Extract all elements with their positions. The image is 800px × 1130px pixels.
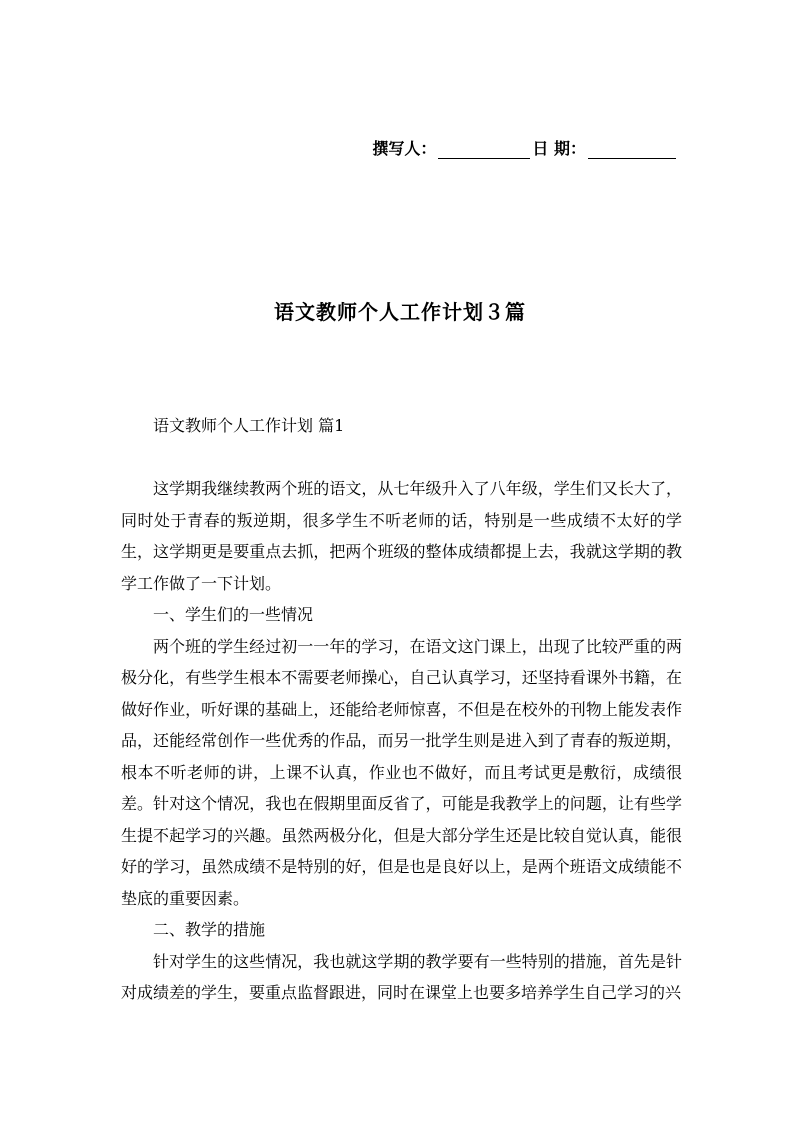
date-label: 日 期： <box>532 139 586 158</box>
paragraph-intro: 这学期我继续教两个班的语文，从七年级升入了八年级，学生们又长大了，同时处于青春的叛逆期，很多学生不听老师的话，特别是一些成绩不太好的学生，这学期更是要重点去抓，把两个班级的整体成绩都提上去，我就这学期的教学工作做了一下计划。 <box>121 479 682 593</box>
author-blank <box>438 140 530 159</box>
paragraph-student-situation: 两个班的学生经过初一一年的学习，在语文这门课上，出现了比较严重的两极分化，有些学生根本不需要老师操心，自己认真学习，还坚持看课外书籍，在做好作业，听好课的基础上，还能给老师惊喜，不但是在校外的刊物上能发表作品，还能经常创作一些优秀的作品，而另一批学生则是进入到了青春的叛逆期，根本不听老师的讲，上课不认真，作业也不做好，而且考试更是敷衍，成绩很差。针对这个情况，我也在假期里面反省了，可能是我教学上的问题，让有些学生提不起学习的兴趣。虽然两极分化，但是大部分学生还是比较自觉认真，能很好的学习，虽然成绩不是特别的好，但是也是良好以上，是两个班语文成绩能不垫底的重要因素。 <box>121 636 682 908</box>
section-title: 语文教师个人工作计划 篇1 <box>153 416 345 435</box>
date-blank <box>588 140 676 159</box>
heading-student-situation: 一、学生们的一些情况 <box>153 605 314 624</box>
document-title: 语文教师个人工作计划３篇 <box>274 300 526 324</box>
heading-teaching-measures: 二、教学的措施 <box>153 920 266 939</box>
body-text <box>121 473 682 1009</box>
paragraph-teaching-measures: 针对学生的这些情况，我也就这学期的教学要有一些特别的措施，首先是针对成绩差的学生，要重点监督跟进，同时在课堂上也要多培养学生自己学习的兴 <box>121 951 682 1002</box>
author-date-line <box>372 136 678 159</box>
author-label: 撰写人： <box>372 139 437 158</box>
